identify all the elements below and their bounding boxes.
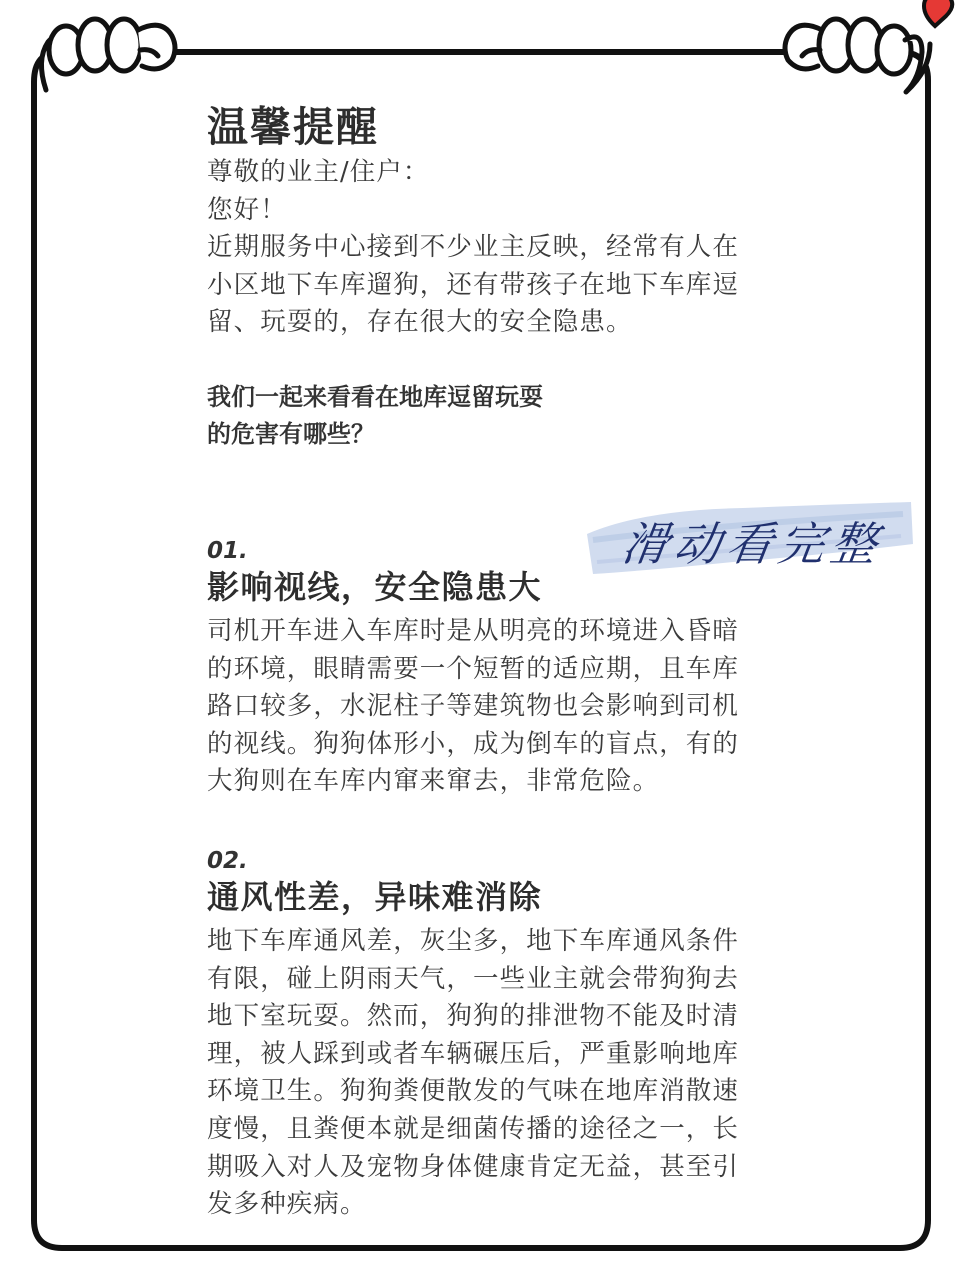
- question-line: 的危害有哪些？: [207, 419, 375, 448]
- intro-line: 小区地下车库遛狗，还有带孩子在地下车库逗: [207, 269, 740, 300]
- section-line: 司机开车进入车库时是从明亮的环境进入昏暗: [207, 616, 740, 646]
- section-number: 01.: [207, 538, 248, 564]
- question-line: 我们一起来看看在地库逗留玩耍: [207, 382, 543, 411]
- section-number: 02.: [207, 848, 248, 874]
- section-line: 地下室玩耍。然而，狗狗的排泄物不能及时清: [207, 1001, 740, 1032]
- greeting-line: 您好！: [207, 194, 287, 225]
- section-line: 有限，碰上阴雨天气，一些业主就会带狗狗去: [207, 963, 740, 994]
- section-heading: 通风性差，异味难消除: [207, 878, 543, 916]
- intro-line: 留、玩耍的，存在很大的安全隐患。: [207, 307, 633, 338]
- notice-title: 温馨提醒: [207, 103, 379, 151]
- greeting-line: 尊敬的业主/住户：: [207, 157, 430, 187]
- intro-line: 近期服务中心接到不少业主反映，经常有人在: [207, 232, 740, 263]
- section-body: [207, 923, 747, 1224]
- section-line: 路口较多，水泥柱子等建筑物也会影响到司机: [207, 691, 740, 722]
- section-line: 的环境，眼睛需要一个短暂的适应期，且车库: [207, 653, 740, 684]
- heart-icon: [924, 0, 952, 26]
- question-text: [207, 379, 747, 453]
- section-line: 期吸入对人及宠物身体健康肯定无益，甚至引: [207, 1151, 740, 1182]
- notice-intro: [207, 100, 747, 453]
- section-line: 环境卫生。狗狗粪便散发的气味在地库消散速: [207, 1076, 740, 1107]
- section-line: 的视线。狗狗体形小，成为倒车的盲点，有的: [207, 728, 740, 759]
- section-line: 发多种疾病。: [207, 1189, 367, 1220]
- section-body: [207, 613, 747, 801]
- scroll-hint-text: 滑动看完整: [618, 517, 887, 571]
- section-01: [207, 536, 747, 801]
- section-line: 大狗则在车库内窜来窜去，非常危险。: [207, 766, 660, 797]
- greeting: [207, 154, 747, 342]
- section-heading: 影响视线，安全隐患大: [207, 568, 543, 606]
- section-02: [207, 846, 747, 1224]
- section-line: 地下车库通风差，灰尘多，地下车库通风条件: [207, 926, 740, 956]
- section-line: 理，被人踩到或者车辆碾压后，严重影响地库: [207, 1038, 740, 1069]
- section-line: 度慢，且粪便本就是细菌传播的途径之一，长: [207, 1113, 740, 1144]
